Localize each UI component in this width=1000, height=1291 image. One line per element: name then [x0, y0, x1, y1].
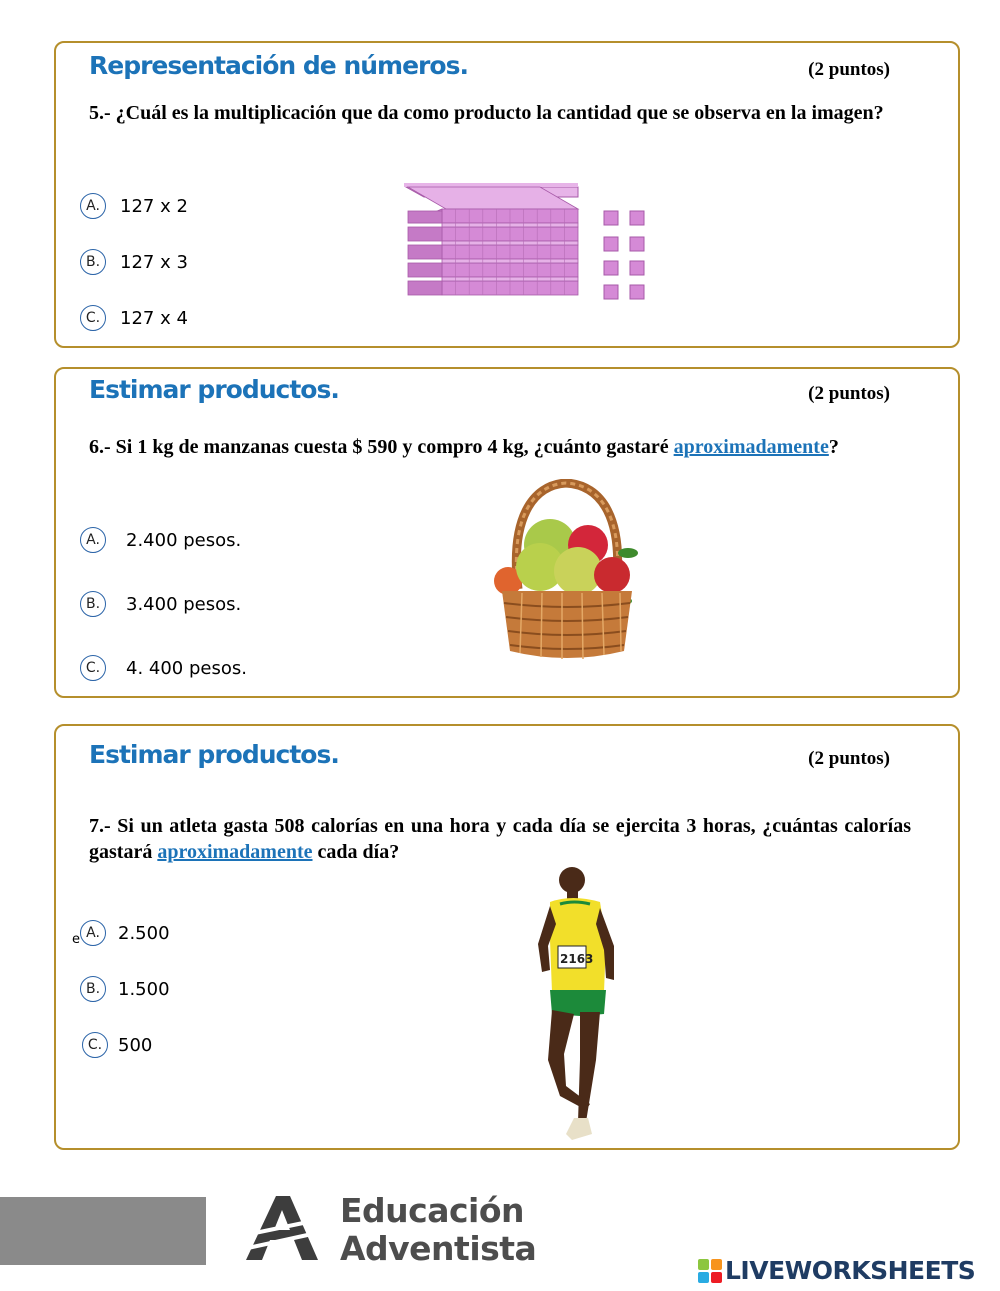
base-ten-blocks-image	[404, 183, 654, 305]
liveworksheets-logo	[698, 1256, 975, 1285]
option-c[interactable]	[80, 655, 247, 681]
option-letter-a[interactable]: A.	[80, 920, 106, 946]
option-letter-c[interactable]: C.	[80, 655, 106, 681]
liveworksheets-icon	[698, 1259, 722, 1283]
option-text: 127 x 3	[120, 251, 188, 273]
option-letter-c[interactable]: C.	[82, 1032, 108, 1058]
option-letter-a[interactable]: A.	[80, 527, 106, 553]
keyword-link: aproximadamente	[673, 436, 829, 458]
runner-image	[530, 864, 634, 1146]
option-text: 4. 400 pesos.	[126, 657, 247, 679]
question-prompt: 7.- Si un atleta gasta 508 calorías en una hora y cada día se ejercita 3 horas, ¿cuántas calorías gastará aproximadamente cada día?	[89, 815, 911, 863]
stray-mark: e	[72, 932, 80, 947]
points-label: (2 puntos)	[808, 383, 890, 404]
footer-gray-bar	[0, 1197, 206, 1265]
option-letter-a[interactable]: A.	[80, 193, 106, 219]
option-a[interactable]	[80, 193, 188, 219]
option-a[interactable]	[80, 920, 170, 946]
question-prompt: 6.- Si 1 kg de manzanas cuesta $ 590 y compro 4 kg, ¿cuánto gastaré aproximadamente?	[89, 436, 839, 458]
points-label: (2 puntos)	[808, 59, 890, 80]
question-prompt: 5.- ¿Cuál es la multiplicación que da como producto la cantidad que se observa en la imagen?	[89, 102, 884, 124]
question-7-card	[54, 724, 960, 1150]
section-title: Estimar productos.	[89, 740, 339, 769]
option-c[interactable]	[80, 305, 188, 331]
svg-text:2163: 2163	[560, 952, 594, 966]
question-6-card	[54, 367, 960, 698]
option-text: 3.400 pesos.	[126, 593, 242, 615]
option-letter-b[interactable]: B.	[80, 249, 106, 275]
option-letter-b[interactable]: B.	[80, 591, 106, 617]
question-5-card	[54, 41, 960, 348]
option-text: 500	[118, 1034, 153, 1056]
section-title: Estimar productos.	[89, 375, 339, 404]
liveworksheets-text: LIVEWORKSHEETS	[725, 1256, 976, 1285]
option-text: 127 x 2	[120, 195, 188, 217]
option-text: 1.500	[118, 978, 170, 1000]
apple-basket-image	[492, 479, 642, 663]
option-c[interactable]	[82, 1032, 152, 1058]
option-text: 2.500	[118, 922, 170, 944]
option-a[interactable]	[80, 527, 241, 553]
option-b[interactable]	[80, 976, 170, 1002]
option-b[interactable]	[80, 591, 241, 617]
option-letter-c[interactable]: C.	[80, 305, 106, 331]
brand-line-2: Adventista	[340, 1229, 537, 1268]
section-title: Representación de números.	[89, 51, 468, 80]
points-label: (2 puntos)	[808, 748, 890, 769]
keyword-link: aproximadamente	[157, 841, 313, 863]
option-letter-b[interactable]: B.	[80, 976, 106, 1002]
option-text: 127 x 4	[120, 307, 188, 329]
brand-name	[340, 1192, 536, 1268]
educacion-adventista-logo-icon	[246, 1196, 318, 1262]
option-text: 2.400 pesos.	[126, 529, 242, 551]
brand-line-1: Educación	[340, 1191, 525, 1230]
option-b[interactable]	[80, 249, 188, 275]
